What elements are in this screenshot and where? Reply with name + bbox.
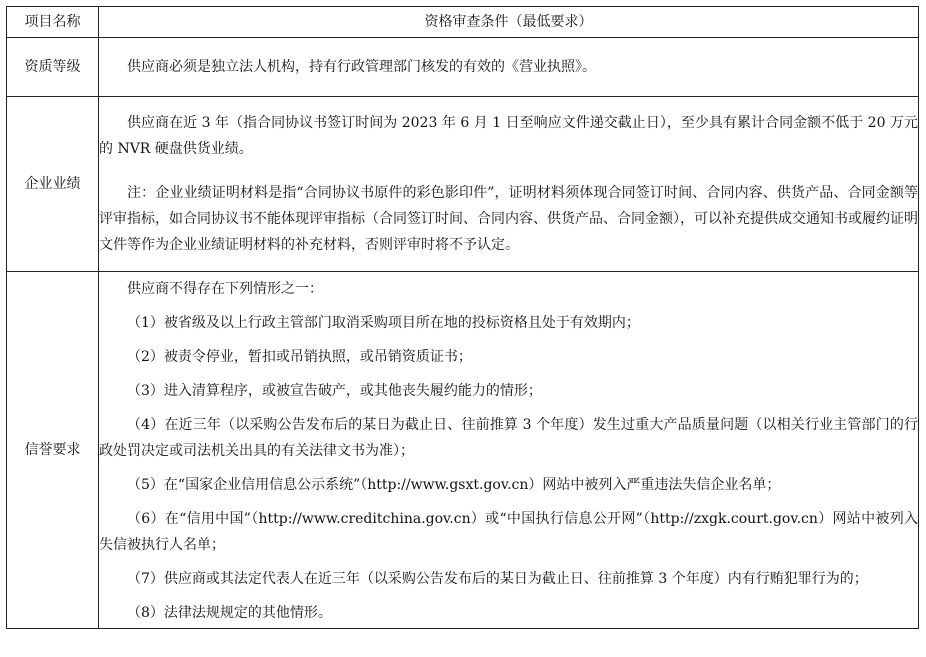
header-condition: 资格审查条件（最低要求） bbox=[99, 7, 919, 38]
row-content-qualification bbox=[99, 38, 919, 97]
row-content-credit bbox=[99, 272, 919, 629]
credit-item-8: （8）法律法规规定的其他情形。 bbox=[127, 605, 332, 621]
qualification-table bbox=[6, 6, 919, 629]
paragraph-gap bbox=[99, 162, 918, 180]
credit-item-3: （3）进入清算程序，或被宣告破产，或其他丧失履约能力的情形； bbox=[127, 383, 542, 399]
table-row bbox=[7, 97, 919, 272]
row-content-performance bbox=[99, 97, 919, 272]
row-name-performance: 企业业绩 bbox=[7, 97, 99, 272]
credit-item-1: （1）被省级及以上行政主管部门取消采购项目所在地的投标资格且处于有效期内； bbox=[127, 315, 640, 331]
row-name-credit: 信誉要求 bbox=[7, 272, 99, 629]
credit-intro: 供应商不得存在下列情形之一： bbox=[127, 281, 323, 297]
qualification-text: 供应商必须是独立法人机构，持有行政管理部门核发的有效的《营业执照》。 bbox=[127, 58, 596, 75]
credit-item-2: （2）被责令停业，暂扣或吊销执照，或吊销资质证书； bbox=[127, 349, 472, 365]
performance-text: 供应商在近 3 年（指合同协议书签订时间为 2023 年 6 月 1 日至响应文件递交截止日），至少具有累计合同金额不低于 20 万元的 NVR 硬盘供货业绩。 bbox=[99, 115, 918, 157]
credit-item-7: （7）供应商或其法定代表人在近三年（以采购公告发布后的某日为截止日、往前推算 3 个年度）内有行贿犯罪行为的； bbox=[127, 571, 868, 587]
credit-item-6: （6）在“信用中国”（http://www.creditchina.gov.cn）或“中国执行信息公开网”（http://zxgk.court.gov.cn）网站中被列入失信被执行人名单； bbox=[99, 511, 918, 553]
header-item-name: 项目名称 bbox=[7, 7, 99, 38]
credit-item-5: （5）在“国家企业信用信息公示系统”（http://www.gsxt.gov.cn）网站中被列入严重违法失信企业名单； bbox=[127, 477, 781, 493]
performance-note: 注：企业业绩证明材料是指“合同协议书原件的彩色影印件”，证明材料须体现合同签订时间、合同内容、供货产品、合同金额等评审指标，如合同协议书不能体现评审指标（合同签订时间、合同内容、供货产品、合同金额），可以补充提供成交通知书或履约证明文件等作为企业业绩证明材料的补充材料，否则评审时将不予认定。 bbox=[99, 185, 918, 253]
table-row bbox=[7, 38, 919, 97]
credit-item-4: （4）在近三年（以采购公告发布后的某日为截止日、往前推算 3 个年度）发生过重大产品质量问题（以相关行业主管部门的行政处罚决定或司法机关出具的有关法律文书为准）； bbox=[99, 417, 918, 459]
table-header-row bbox=[7, 7, 919, 38]
table-row bbox=[7, 272, 919, 629]
row-name-qualification: 资质等级 bbox=[7, 38, 99, 97]
